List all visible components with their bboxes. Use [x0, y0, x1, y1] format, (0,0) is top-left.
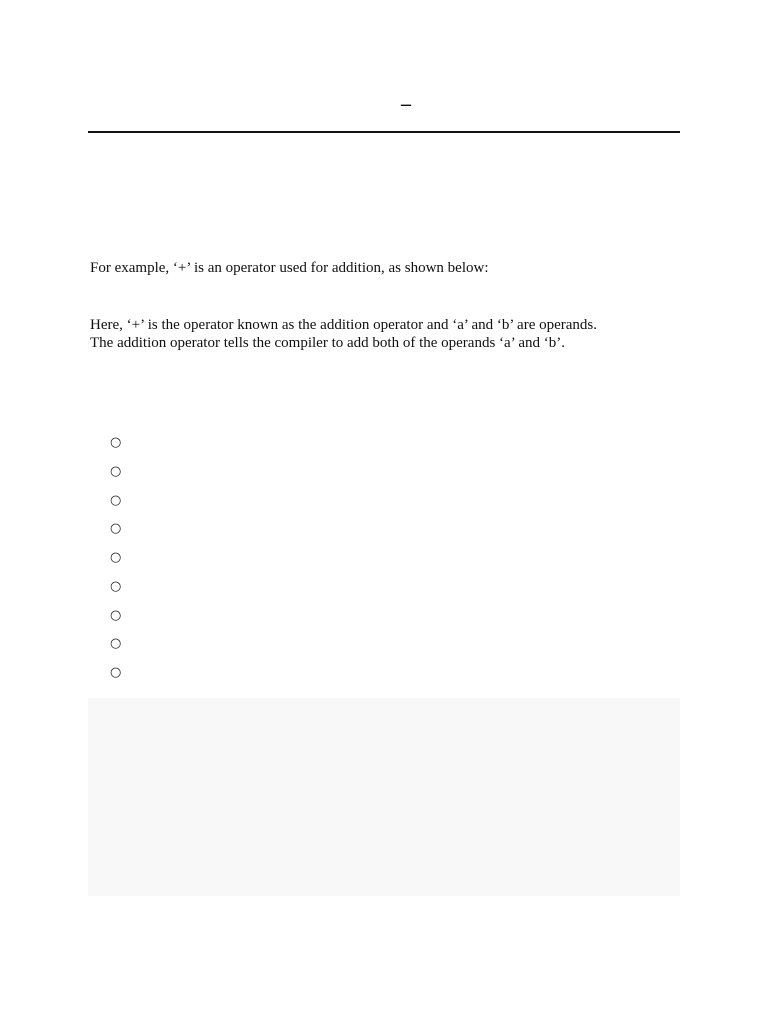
list-item: ○	[110, 550, 122, 565]
title-divider	[88, 131, 680, 133]
list-item: ○	[110, 435, 122, 450]
list-item: ○	[110, 636, 122, 652]
list-item: ○	[110, 463, 122, 479]
page-title: –	[401, 93, 411, 115]
list-item: ○	[110, 578, 122, 594]
list-item: ○	[110, 521, 122, 537]
code-block	[88, 698, 680, 896]
explanation-line-2: The addition operator tells the compiler to add both of the operands ‘a’ and ‘b’.	[90, 335, 565, 351]
list-item: ○	[110, 607, 122, 623]
list-item: ○	[110, 665, 122, 680]
operator-list	[110, 433, 121, 692]
list-item: ○	[110, 492, 122, 508]
explanation-line-1: Here, ‘+’ is the operator known as the addition operator and ‘a’ and ‘b’ are operands.	[90, 317, 598, 333]
example-paragraph: For example, ‘+’ is an operator used for addition, as shown below:	[90, 260, 489, 276]
